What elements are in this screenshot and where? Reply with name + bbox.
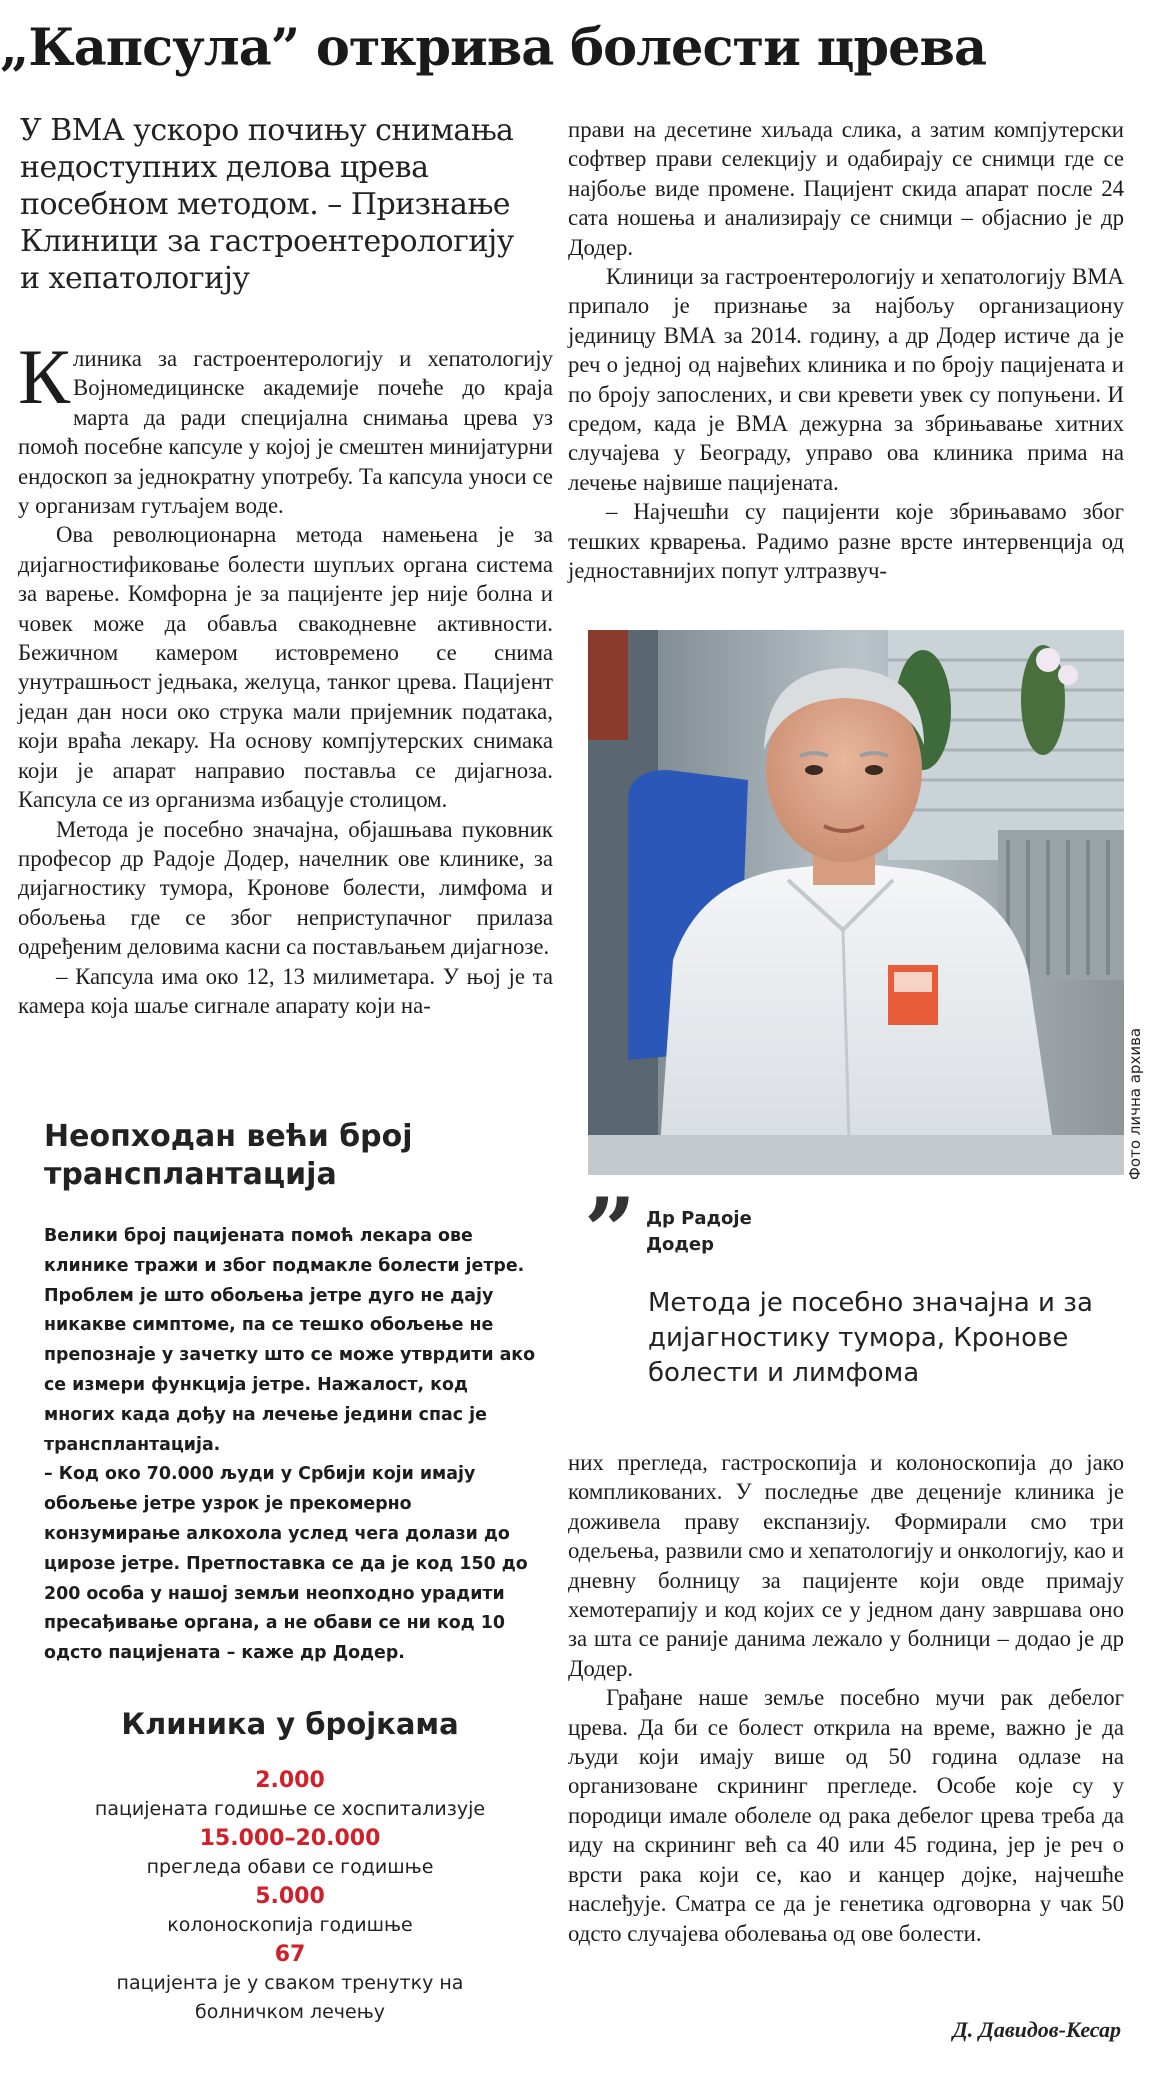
stat-description: колоноскопија годишње [167,1914,413,1936]
article-column-right-top [568,115,1124,586]
article-paragraph: прави на десетине хиљада слика, а затим компјутерски софтвер прави селекцију и одабирају се снимци где се најбоље виде промене. Пацијент скида апарат после 24 сата ношења и анализирају се снимци – објаснио је др Додер. [568,117,1124,260]
article-paragraph: Клиника за гастроентерологију и хепатологију Војномедицинске академије почеће до краја марта да ради специјална снимања црева уз помоћ посебне капсуле у којој је смештен минијатурни ендоскоп за једнократну употребу. Та капсула уноси се у организам гутљајем воде. [18,333,553,519]
stat-description: прегледа обави се годишње [146,1856,434,1878]
article-paragraph: Клиници за гастроентерологију и хепатологију ВМА припало је признање за најбољу организациону јединицу ВМА за 2014. годину, а др Додер истиче да је реч о једној од највећих клиника и по броју пацијената и по броју запослених, и сви кревети увек су попуњени. И средом, када је ВМА дежурна за збрињавање хитних случајева у Београду, управо ова клиника прима на лечење највише пацијената. [568,264,1124,495]
drop-cap: К [18,333,71,420]
stat-number: 67 [274,1942,306,1967]
quote-mark: ” [584,1178,636,1284]
article-author: Д. Давидов-Кесар [952,2017,1121,2042]
stats-title: Клиника у бројкама [121,1707,459,1741]
article-column-right-bottom [568,1448,1124,1948]
stats-list [20,1766,560,2027]
article-paragraph: Метода је посебно значајна, објашњава пуковник професор др Радоје Додер, начелник ове клинике, за дијагностику тумора, Кронове болести, лимфома и обољења где се због неприступачног прилаза одређеним деловима касни са постављањем дијагнозе. [18,816,553,960]
stat-number: 5.000 [255,1884,325,1909]
photo-credit: Фото лична архива [1126,1027,1144,1180]
article-paragraph: Ова революционарна метода намењена је за дијагностификовање болести шупљих органа система за варење. Комфорна је за пацијенте јер није болна и човек може да обавља свакодневне активности. Бежичном камером истовремено се снима унутрашњост једњака, желуца, танког црева. Пацијент један дан носи око струка мали пријемник података, који враћа лекару. На основу компјутерских снимака који је апарат направио поставља се дијагноза. Капсула се из организма избацује столицом. [18,522,553,813]
article-paragraph: – Капсула има око 12, 13 милиметара. У њој је та камера која шаље сигнале апарату који на- [18,963,553,1018]
quote-author: Др Радоје Додер [646,1208,752,1255]
article-paragraph: них прегледа, гастроскопија и колоноскопија до јако компликованих. У последње две деценије клиника је доживела праву експанзију. Формирали смо три одељења, развили смо и хепатологију и онкологију, као и дневну болницу за пацијенте који овде примају хемотерапију и код којих се у једном дану завршава оно за шта се раније данима лежало у болници – додао је др Додер. [568,1450,1124,1681]
sidebar-box-body [44,1222,540,1669]
doctor-photo [588,630,1124,1175]
stat-number: 2.000 [255,1768,325,1793]
sidebar-paragraph: – Код око 70.000 људи у Србији који имају обољење јетре узрок је прекомерно конзумирање алкохола услед чега долази до цирозе јетре. Претпоставка се да је код 150 до 200 особа у нашој земљи неопходно урадити пресађивање органа, а не обави се ни код 10 одсто пацијената – каже др Додер. [44,1464,528,1664]
article-headline: „Капсула” открива болести црева [0,18,987,78]
stat-description: пацијента је у сваком тренутку на болничком лечењу [116,1972,464,2023]
article-column-left [18,333,553,1020]
article-paragraph: Грађане наше земље посебно мучи рак дебелог црева. Да би се болест открила на време, важно је да људи који имају више од 50 година одлазе на организоване скрининг прегледе. Особе које су у породици имале оболеле од рака дебелог црева треба да иду на скрининг већ са 40 или 45 година, јер је реч о врсти рака који се, као и канцер дојке, најчешће наслеђује. Сматра се да је генетика одговорна у чак 50 одсто случајева оболевања од ове болести. [568,1685,1124,1946]
stat-description: пацијената годишње се хоспитализује [94,1798,486,1820]
article-paragraph: – Најчешћи су пацијенти које збрињавамо због тешких крварења. Радимо разне врсте интервенција од једноставнијих попут ултразвуч- [568,499,1124,584]
sidebar-paragraph: Велики број пацијената помоћ лекара ове клинике тражи и због подмакле болести јетре. Проблем је што обољења јетре дуго не дају никакве симптоме, па се тешко обољење не препознаје у зачетку што се може утврдити ако се измери функција јетре. Нажалост, код многих када дођу на лечење једини спас је трансплантација. [44,1226,536,1455]
pull-quote: Метода је посебно значајна и за дијагностику тумора, Кронове болести и лимфома [648,1288,1093,1388]
article-lead: У ВМА ускоро почињу снимања недоступних делова црева посебном методом. – Признање Клиници за гастроентерологију и хепатологију [20,113,514,296]
sidebar-box-title: Неопходан већи број трансплантација [44,1119,413,1192]
stat-number: 15.000–20.000 [199,1826,381,1851]
